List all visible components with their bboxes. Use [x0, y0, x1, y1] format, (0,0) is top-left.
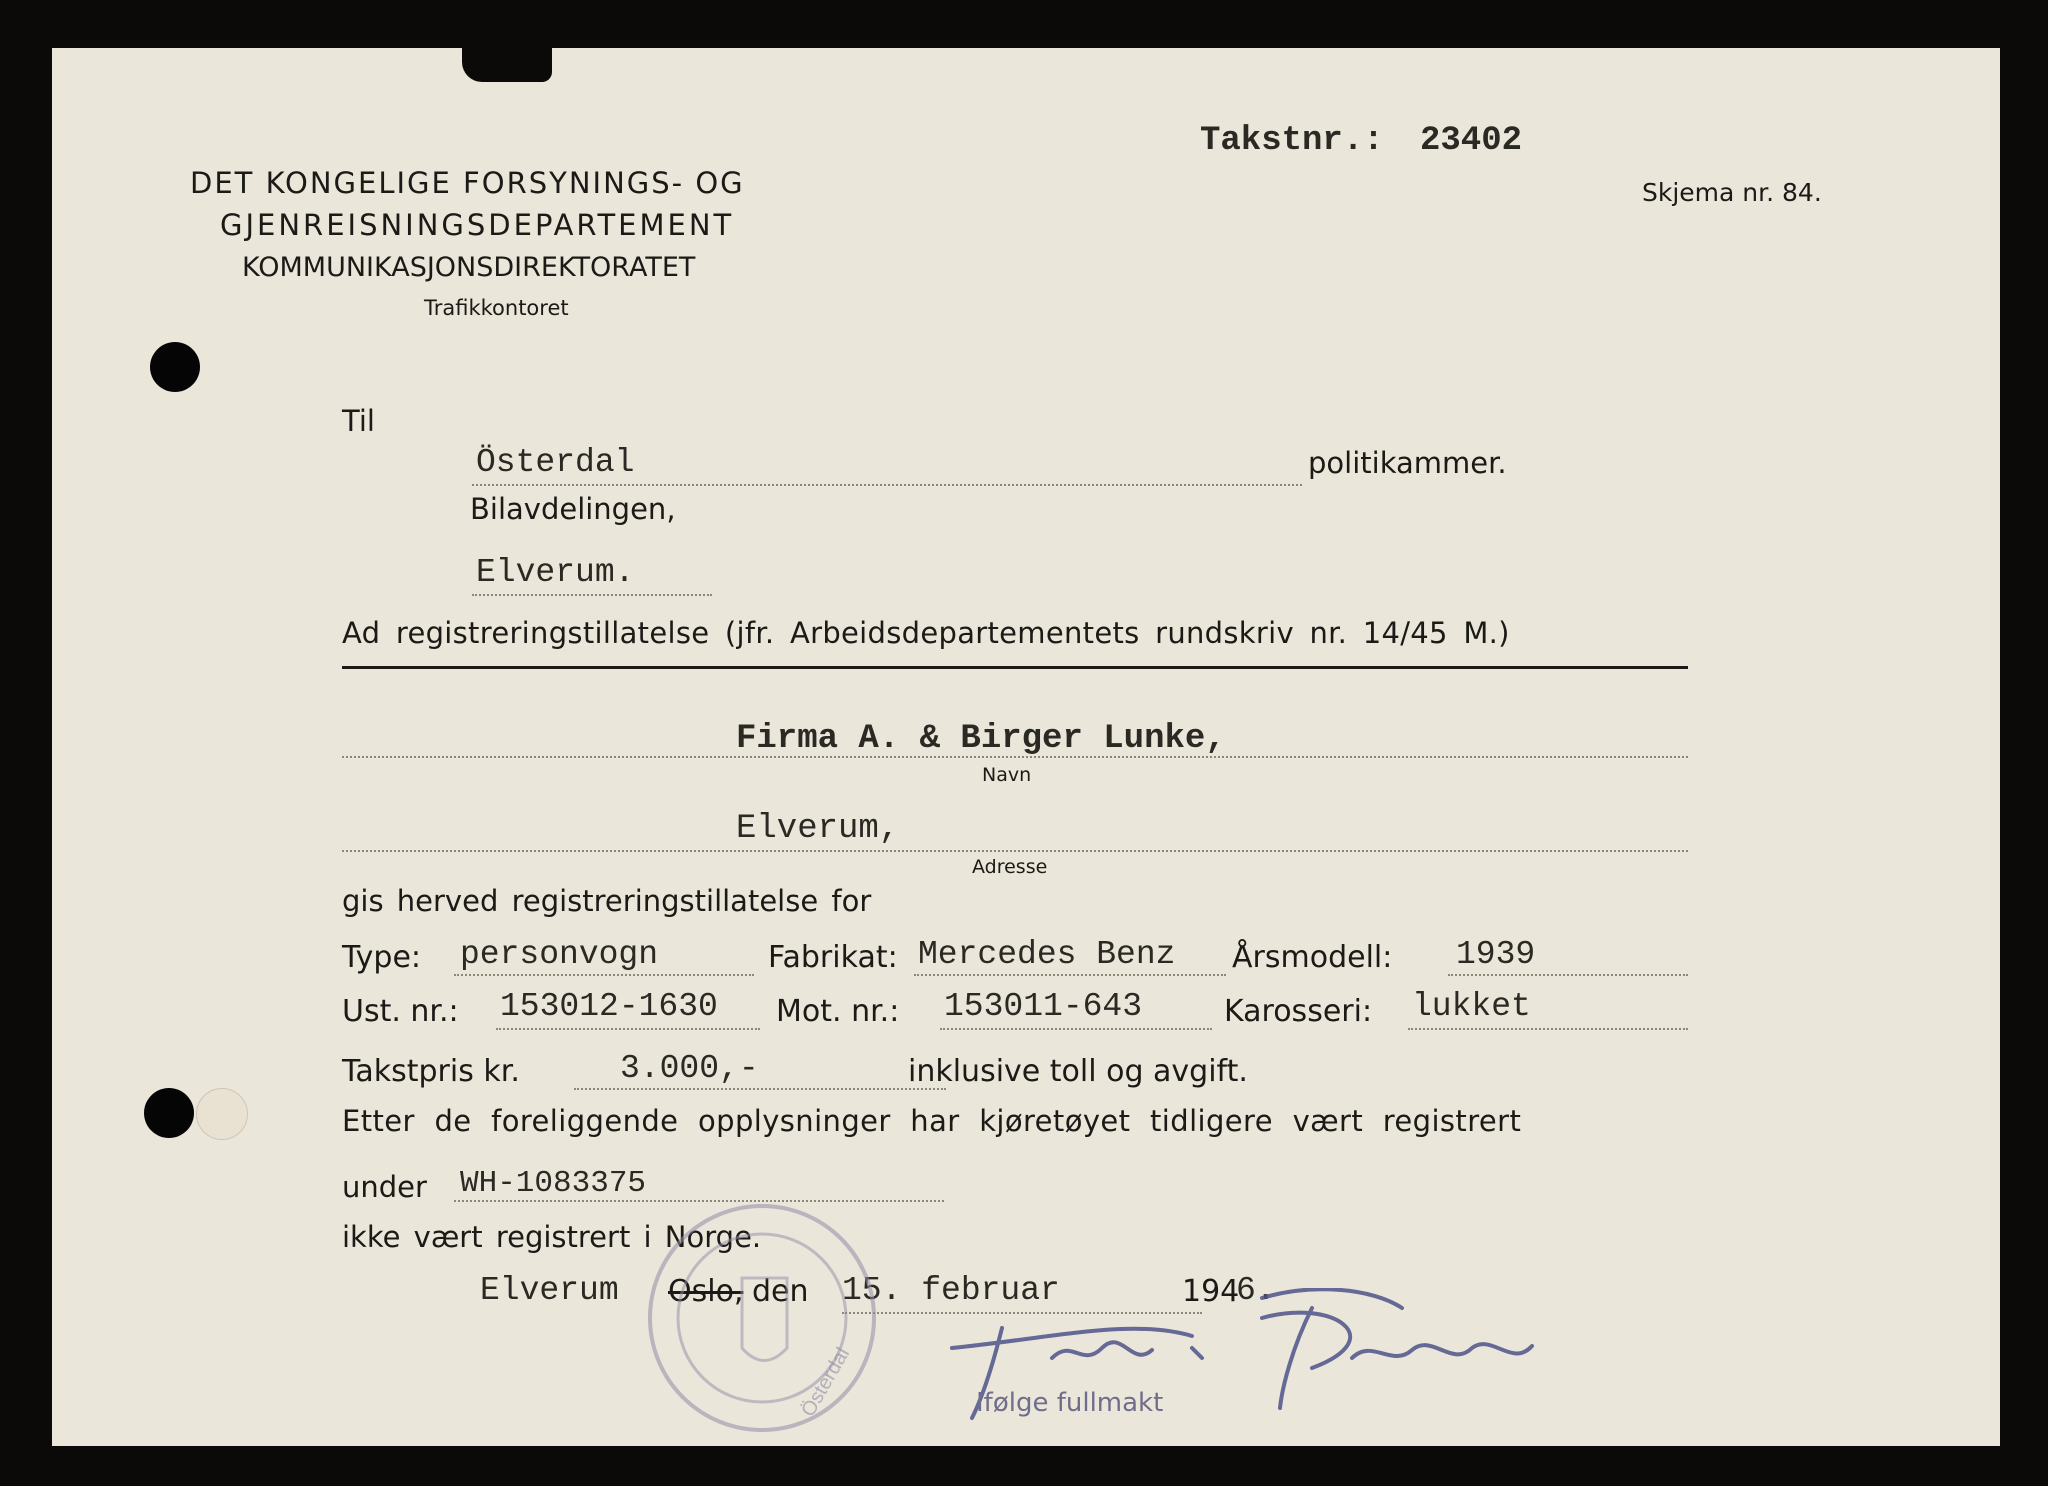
footer-year-prefix: 194 [1182, 1274, 1240, 1309]
applicant-address: Elverum, [736, 810, 900, 848]
applicant-name: Firma A. & Birger Lunke, [736, 720, 1226, 758]
mot-value: 153011-643 [944, 988, 1143, 1025]
applicant-name-line [342, 756, 1688, 758]
subject-rule [342, 666, 1688, 669]
mot-label: Mot. nr.: [776, 994, 900, 1029]
official-stamp [642, 1198, 902, 1448]
type-line [454, 974, 754, 976]
punch-hole-top [150, 342, 200, 392]
takstpris-value: 3.000,- [620, 1050, 759, 1087]
header-line-1: DET KONGELIGE FORSYNINGS- OG [190, 166, 745, 200]
footer-place-struck: Oslo, [668, 1274, 744, 1309]
stamp-ring-text: Österdal [797, 1344, 855, 1421]
arsmodell-value: 1939 [1456, 936, 1536, 973]
applicant-address-line [342, 850, 1688, 852]
city-line [472, 594, 712, 596]
takstpris-suffix: inklusive toll og avgift. [908, 1054, 1248, 1089]
footer-den: den [752, 1274, 809, 1309]
karosseri-line [1408, 1028, 1688, 1030]
under-value: WH-1083375 [460, 1166, 647, 1201]
recipient: Österdal [476, 444, 635, 481]
type-label: Type: [342, 940, 422, 975]
department: Bilavdelingen, [470, 492, 676, 526]
recipient-line [472, 484, 1302, 486]
stamp-caption: Ifølge fullmakt [976, 1388, 1164, 1418]
ust-label: Ust. nr.: [342, 994, 459, 1029]
karosseri-label: Karosseri: [1224, 994, 1373, 1029]
takst-value: 23402 [1420, 122, 1523, 160]
prior-text: Etter de foreliggende opplysninger har kjøretøyet tidligere vært registrert [342, 1104, 1522, 1138]
arsmodell-line [1448, 974, 1688, 976]
takstpris-label: Takstpris kr. [342, 1054, 520, 1089]
fabrikat-value: Mercedes Benz [918, 936, 1176, 973]
mot-line [940, 1028, 1212, 1030]
footer-year-suffix: 6. [1236, 1272, 1276, 1309]
karosseri-value: lukket [1412, 988, 1531, 1025]
fabrikat-label: Fabrikat: [768, 940, 898, 975]
ust-value: 153012-1630 [500, 988, 718, 1025]
punch-hole-bottom [144, 1088, 194, 1138]
not-registered: ikke vært registrert i Norge. [342, 1220, 762, 1254]
ust-line [496, 1028, 760, 1030]
tear-mark [462, 48, 552, 82]
applicant-address-caption: Adresse [972, 856, 1048, 878]
til-label: Til [342, 404, 375, 438]
city: Elverum. [476, 554, 635, 591]
takstpris-line [574, 1088, 946, 1090]
grant-text: gis herved registreringstillatelse for [342, 884, 872, 918]
under-label: under [342, 1170, 427, 1204]
recipient-suffix: politikammer. [1308, 446, 1507, 480]
subject: Ad registreringstillatelse (jfr. Arbeidsdepartementets rundskriv nr. 14/45 M.) [342, 616, 1510, 650]
footer-date: 15. februar [842, 1272, 1060, 1309]
header-line-2: GJENREISNINGSDEPARTEMENT [220, 208, 735, 242]
skjema-number: Skjema nr. 84. [1642, 178, 1822, 207]
footer-place: Elverum [480, 1272, 619, 1309]
arsmodell-label: Årsmodell: [1232, 940, 1393, 975]
document-sheet [52, 48, 2000, 1446]
punch-hole-paper [196, 1088, 248, 1140]
applicant-name-caption: Navn [982, 764, 1032, 786]
type-value: personvogn [460, 936, 659, 973]
header-line-3: KOMMUNIKASJONSDIREKTORATET [242, 252, 696, 283]
fabrikat-line [914, 974, 1226, 976]
takst-label: Takstnr.: [1200, 122, 1384, 160]
header-line-4: Trafikkontoret [424, 296, 569, 320]
